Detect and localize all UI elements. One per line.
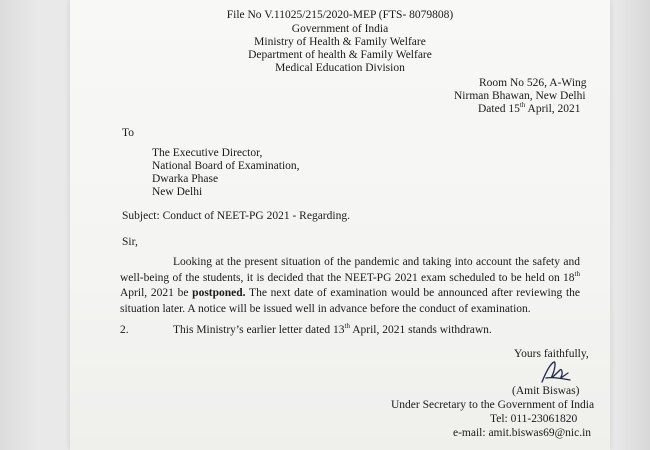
to-label: To (122, 127, 134, 139)
date-line: Dated 15th April, 2021 (478, 101, 581, 115)
body-paragraph-1: Looking at the present situation of the pandemic and taking into account the safety and well-being of the students, it is decided that the NEET-PG 2021 exam scheduled to be held on 18th April, 2021 be postponed. The next date of examination would be announced after reviewing the situation later. A notice will be issued well in advance before the conduct of examination. (120, 256, 580, 315)
salutation: Sir, (122, 236, 138, 248)
government-line: Government of India (291, 23, 389, 35)
handwritten-signature (536, 358, 574, 388)
letter-sheet (70, 0, 610, 450)
closing-salutation: Yours faithfully, (514, 348, 589, 360)
signatory-telephone: Tel: 011-23061820 (490, 413, 578, 425)
recipient-line-2: National Board of Examination, (152, 160, 300, 172)
file-number: File No V.11025/215/2020-MEP (FTS- 8079808) (226, 9, 454, 21)
body-paragraph-2: This Ministry’s earlier letter dated 13th April, 2021 stands withdrawn. (173, 322, 492, 336)
recipient-line-4: New Delhi (152, 186, 203, 198)
division-line: Medical Education Division (275, 62, 405, 74)
recipient-line-3: Dwarka Phase (152, 173, 219, 185)
signatory-designation: Under Secretary to the Government of India (391, 399, 595, 411)
building-line: Nirman Bhawan, New Delhi (454, 90, 586, 102)
recipient-line-1: The Executive Director, (152, 147, 263, 159)
room-line: Room No 526, A-Wing (479, 77, 587, 89)
ministry-line: Ministry of Health & Family Welfare (254, 36, 426, 48)
subject-line: Subject: Conduct of NEET-PG 2021 - Regarding. (122, 210, 350, 222)
department-line: Department of health & Family Welfare (248, 49, 432, 61)
paragraph-2-number: 2. (120, 324, 129, 336)
signatory-email: e-mail: amit.biswas69@nic.in (453, 427, 592, 439)
signatory-name: (Amit Biswas) (512, 385, 580, 397)
